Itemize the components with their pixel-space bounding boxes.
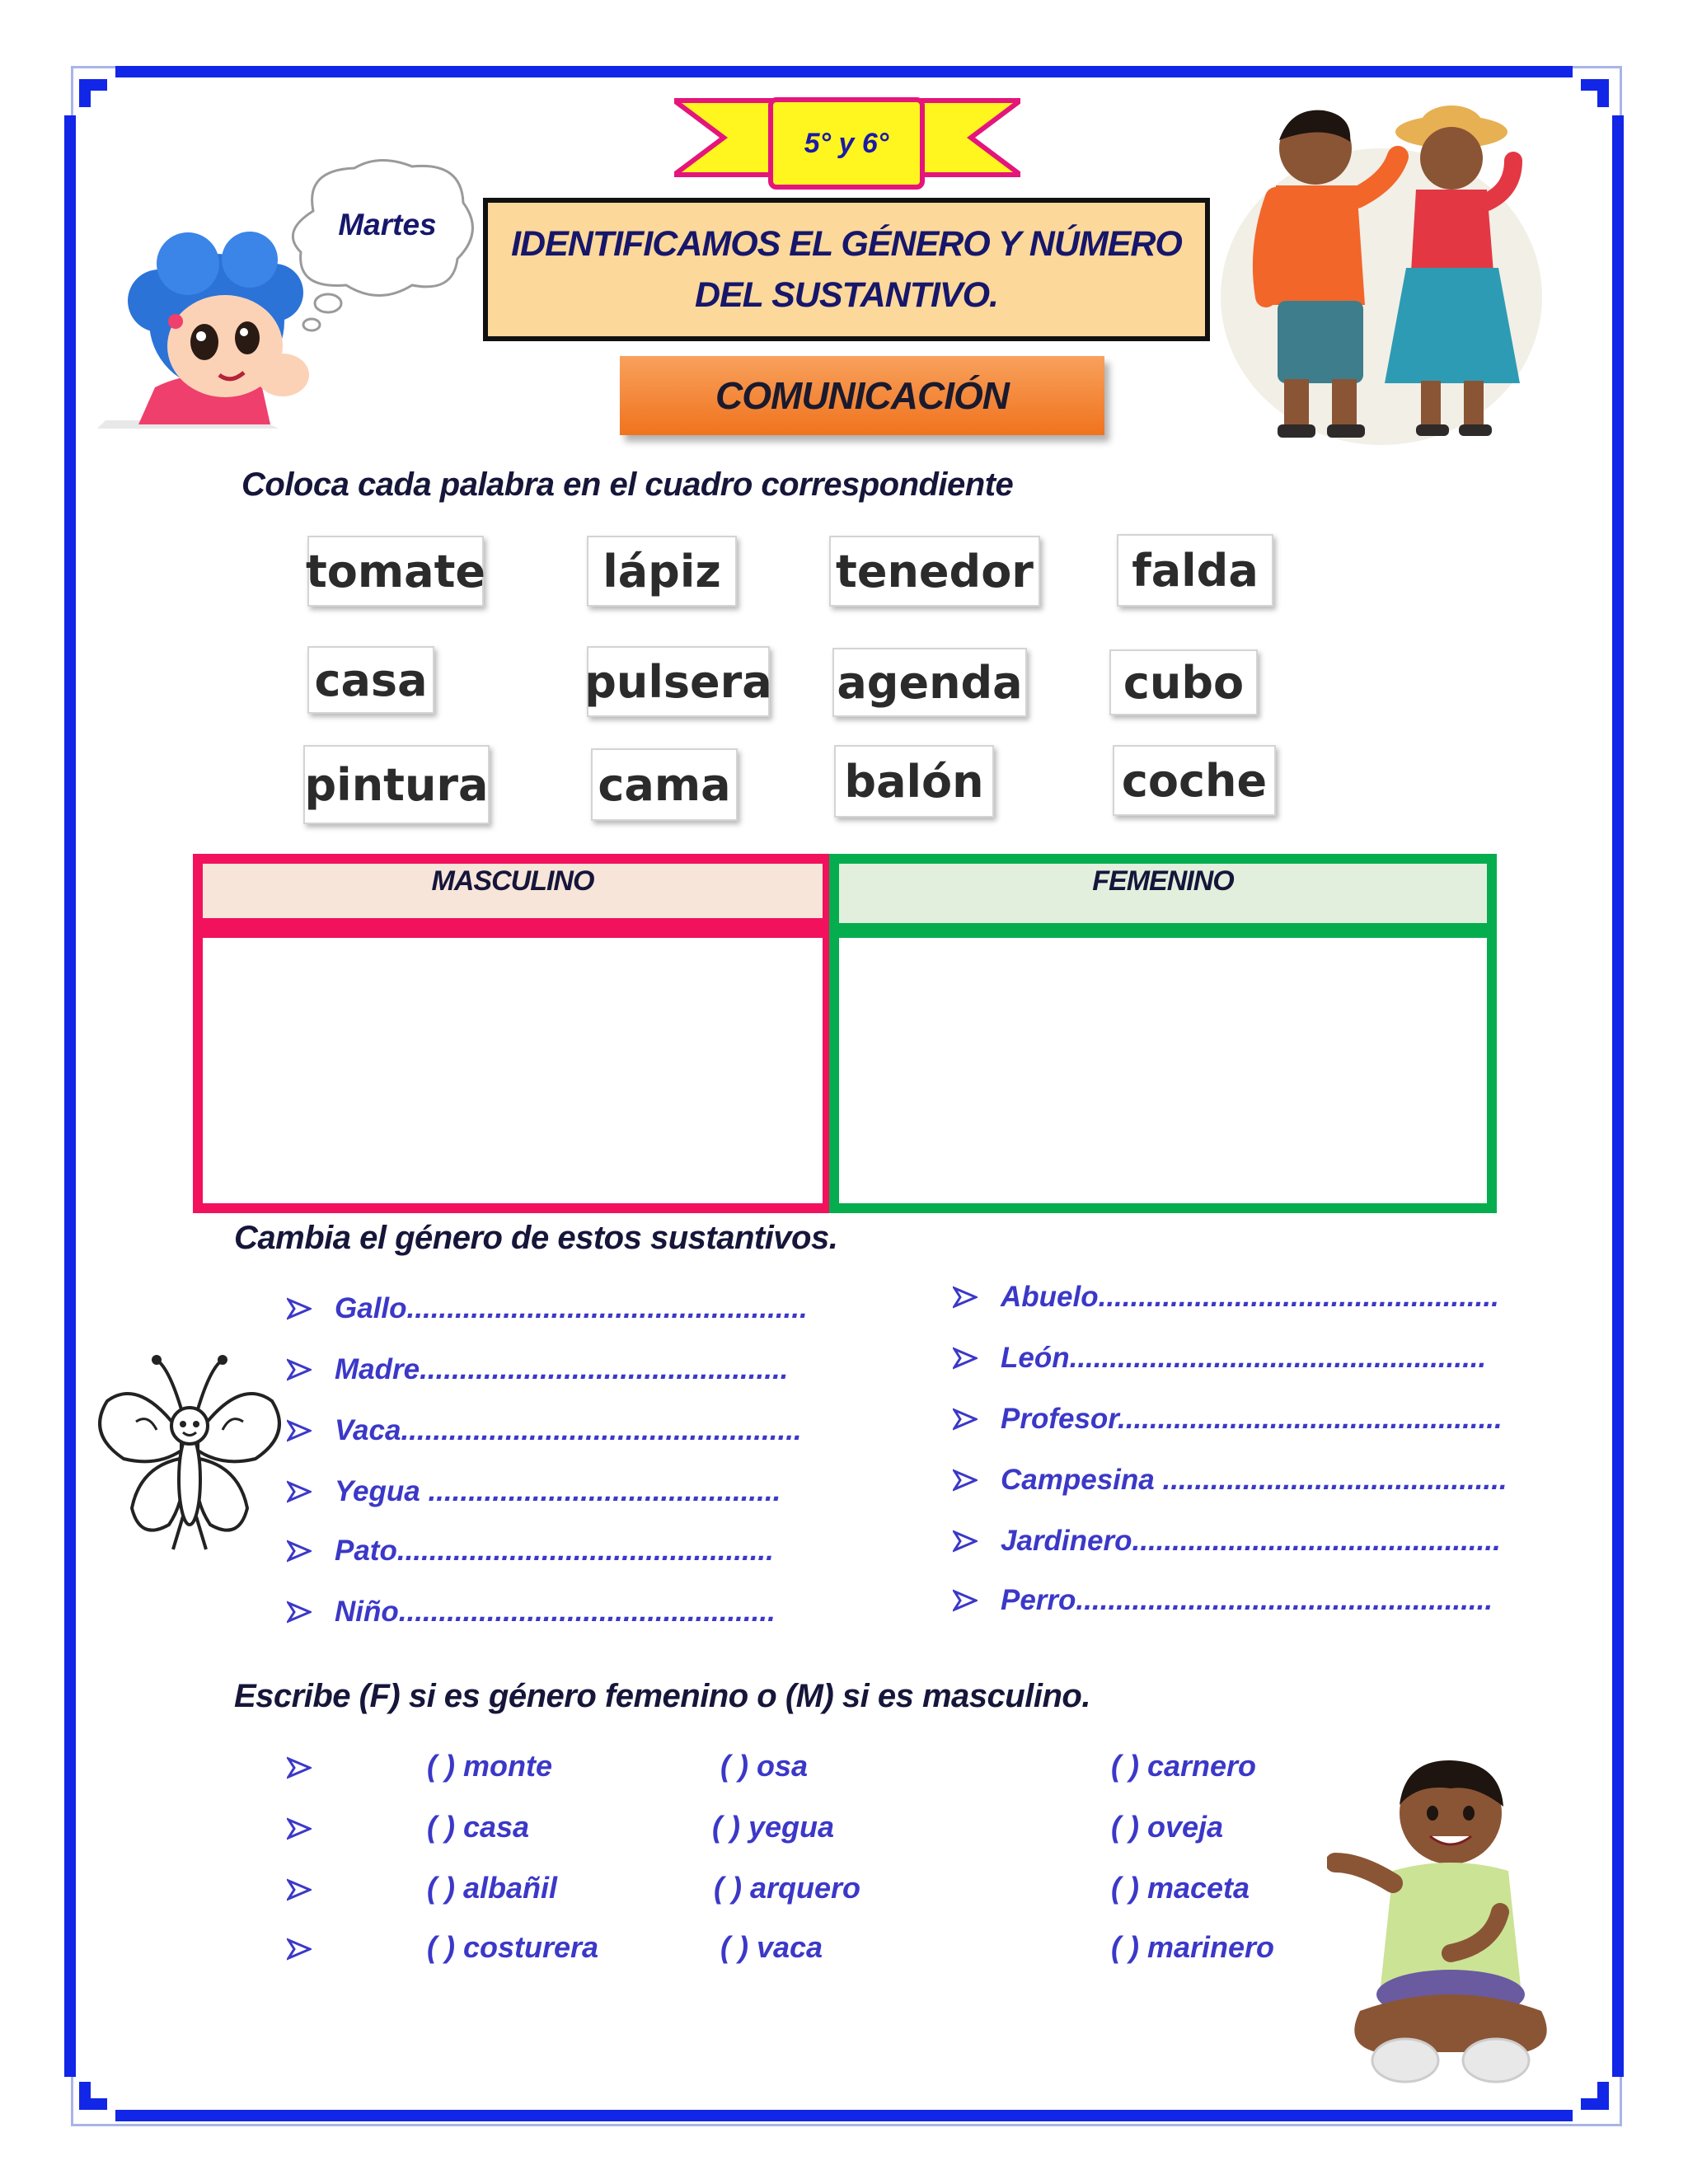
sitting-boy-illustration xyxy=(1327,1747,1574,2093)
list-item xyxy=(287,1353,788,1386)
arrow-bullet-icon xyxy=(287,1937,312,1966)
list-item-text[interactable]: Jardinero.............................................. xyxy=(1001,1525,1501,1557)
word-card[interactable]: agenda xyxy=(832,648,1027,717)
word-card[interactable]: lápiz xyxy=(587,536,737,607)
word-card[interactable]: falda xyxy=(1117,534,1273,607)
fm-item[interactable]: ( ) marinero xyxy=(1111,1930,1275,1964)
list-item xyxy=(287,1475,781,1508)
list-item xyxy=(287,1596,776,1629)
frame-corner xyxy=(79,79,107,91)
word-card[interactable]: tenedor xyxy=(829,536,1040,607)
arrow-bullet-icon xyxy=(953,1468,978,1493)
arrow-bullet-icon xyxy=(287,1877,312,1906)
frame-corner xyxy=(1581,2098,1609,2110)
frame-top-bar xyxy=(115,66,1573,77)
fm-item[interactable]: ( ) arquero xyxy=(714,1871,861,1905)
list-item xyxy=(953,1464,1507,1497)
frame-right-bar xyxy=(1612,115,1624,2077)
fm-item[interactable]: ( ) albañil xyxy=(427,1871,558,1905)
list-item-text[interactable]: Campesina ........................................... xyxy=(1001,1464,1507,1496)
title-line-1: IDENTIFICAMOS EL GÉNERO Y NÚMERO xyxy=(511,224,1182,264)
arrow-bullet-icon xyxy=(287,1816,312,1845)
subject-text: COMUNICACIÓN xyxy=(715,374,1009,417)
list-item xyxy=(287,1535,774,1568)
masculine-header: MASCULINO xyxy=(431,865,594,897)
section1-instruction: Coloca cada palabra en el cuadro correspondiente xyxy=(241,466,1014,503)
fm-item[interactable]: ( ) maceta xyxy=(1111,1871,1250,1905)
word-card[interactable]: balón xyxy=(834,745,994,818)
list-item xyxy=(953,1281,1499,1314)
arrow-bullet-icon xyxy=(953,1407,978,1432)
two-children-illustration xyxy=(1200,91,1546,453)
arrow-bullet-icon xyxy=(287,1418,312,1443)
word-card[interactable]: cama xyxy=(591,748,738,821)
fm-item[interactable]: ( ) yegua xyxy=(712,1810,835,1844)
list-item-text[interactable]: Yegua ............................................ xyxy=(335,1475,781,1507)
worksheet-title xyxy=(483,198,1210,341)
grade-badge-text: 5° y 6° xyxy=(804,127,889,159)
word-card[interactable]: pulsera xyxy=(587,646,770,717)
list-item xyxy=(953,1403,1503,1436)
fm-item[interactable]: ( ) casa xyxy=(427,1810,530,1844)
butterfly-illustration xyxy=(91,1343,288,1558)
section3-instruction: Escribe (F) si es género femenino o (M) si es masculino. xyxy=(234,1678,1090,1714)
frame-corner xyxy=(1581,79,1609,91)
list-item xyxy=(953,1342,1486,1375)
grade-badge xyxy=(768,97,925,190)
word-card[interactable]: casa xyxy=(307,646,434,714)
masculine-drop-area[interactable] xyxy=(193,928,832,1213)
section2-instruction: Cambia el género de estos sustantivos. xyxy=(234,1220,838,1256)
feminine-drop-area[interactable] xyxy=(829,928,1497,1213)
list-item xyxy=(287,1414,802,1447)
subject-label xyxy=(620,356,1104,435)
list-item-text[interactable]: Gallo.................................................. xyxy=(335,1292,808,1324)
arrow-bullet-icon xyxy=(953,1588,978,1613)
fm-item[interactable]: ( ) costurera xyxy=(427,1930,599,1964)
list-item-text[interactable]: Abuelo.................................................. xyxy=(1001,1281,1499,1313)
fm-item[interactable]: ( ) vaca xyxy=(720,1930,823,1964)
list-item-text[interactable]: Perro.................................................... xyxy=(1001,1584,1493,1616)
fm-item[interactable]: ( ) carnero xyxy=(1111,1749,1257,1783)
list-item-text[interactable]: Profesor................................................ xyxy=(1001,1403,1503,1435)
frame-bottom-bar xyxy=(115,2110,1573,2121)
title-line-2: DEL SUSTANTIVO. xyxy=(694,275,999,315)
arrow-bullet-icon xyxy=(287,1357,312,1382)
arrow-bullet-icon xyxy=(953,1346,978,1371)
arrow-bullet-icon xyxy=(953,1529,978,1554)
arrow-bullet-icon xyxy=(287,1296,312,1321)
list-item xyxy=(287,1292,808,1325)
fm-item[interactable]: ( ) monte xyxy=(427,1749,552,1783)
fm-item[interactable]: ( ) oveja xyxy=(1111,1810,1224,1844)
list-item xyxy=(953,1525,1501,1558)
word-card[interactable]: cubo xyxy=(1109,649,1258,715)
list-item-text[interactable]: Vaca.................................................. xyxy=(335,1414,802,1446)
arrow-bullet-icon xyxy=(287,1755,312,1784)
fm-item[interactable]: ( ) osa xyxy=(720,1749,809,1783)
arrow-bullet-icon xyxy=(287,1600,312,1624)
frame-corner xyxy=(79,2098,107,2110)
word-card[interactable]: tomate xyxy=(307,536,484,607)
frame-left-bar xyxy=(64,115,76,2077)
day-label: Martes xyxy=(338,208,437,241)
arrow-bullet-icon xyxy=(287,1479,312,1504)
word-card[interactable]: coche xyxy=(1113,745,1276,816)
list-item-text[interactable]: Madre.............................................. xyxy=(335,1353,789,1385)
list-item xyxy=(953,1584,1493,1617)
arrow-bullet-icon xyxy=(953,1285,978,1310)
word-card[interactable]: pintura xyxy=(303,745,490,824)
feminine-header: FEMENINO xyxy=(1092,865,1234,897)
list-item-text[interactable]: León.................................................... xyxy=(1001,1342,1487,1374)
arrow-bullet-icon xyxy=(287,1539,312,1563)
list-item-text[interactable]: Niño............................................... xyxy=(335,1596,776,1628)
thought-bubble xyxy=(280,153,486,343)
list-item-text[interactable]: Pato............................................... xyxy=(335,1535,774,1567)
